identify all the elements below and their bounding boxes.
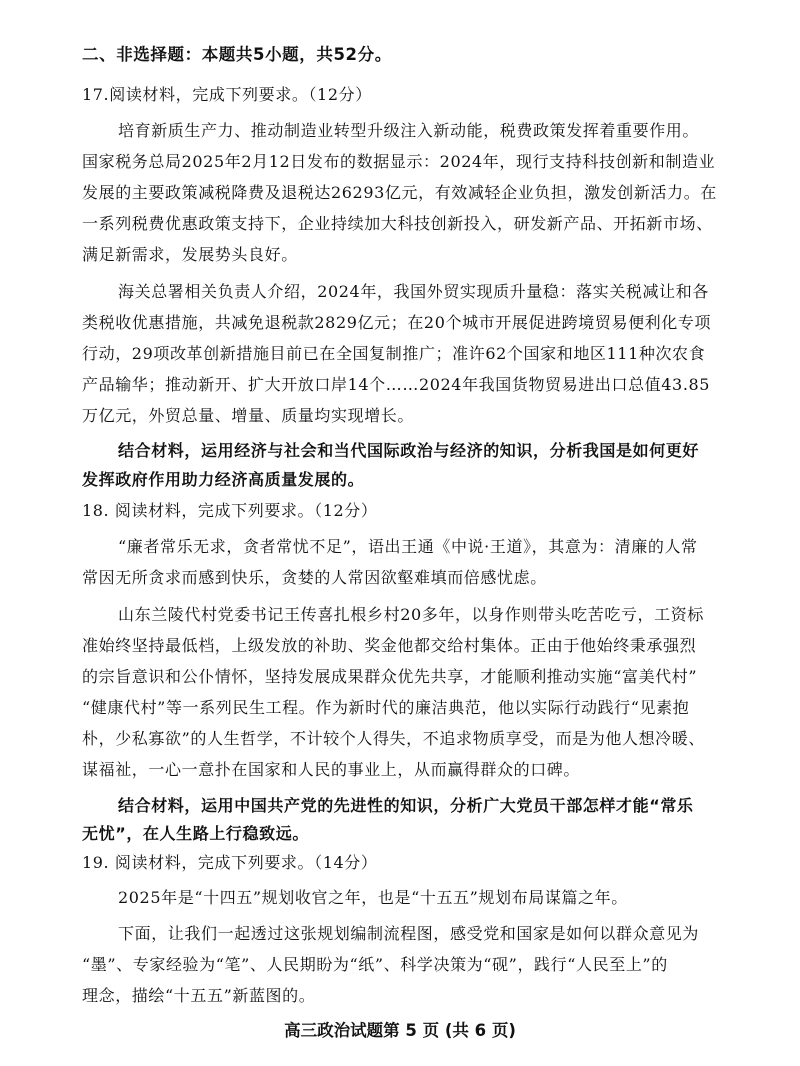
q17-line: 一系列税费优惠政策支持下，企业持续加大科技创新投入，研发新产品、开拓新市场、	[82, 214, 713, 233]
q17-line: 类税收优惠措施，共减免退税款2829亿元；在20个城市开展促进跨境贸易便利化专项	[82, 313, 712, 332]
q17-prompt-line: 发挥政府作用助力经济高质量发展的。	[82, 470, 365, 489]
q18-line: 山东兰陵代村党委书记王传喜扎根乡村20多年，以身作则带头吃苦吃亏，工资标	[118, 605, 704, 624]
q17-line: 培育新质生产力、推动制造业转型升级注入新动能，税费政策发挥着重要作用。	[118, 121, 700, 140]
q17-line: 国家税务总局2025年2月12日发布的数据显示：2024年，现行支持科技创新和制造业	[82, 152, 716, 171]
q18-line: “廉者常乐无求，贪者常忧不足”，语出王通《中说·王道》，其意为：清廉的人常	[118, 537, 698, 556]
section-heading: 二、非选择题：本题共5小题，共52分。	[82, 45, 392, 64]
page-footer: 高三政治试题第 5 页 (共 6 页)	[284, 1021, 516, 1040]
q17-line: 万亿元，外贸总量、增量、质量均实现增长。	[82, 406, 415, 425]
q18-line: 准始终坚持最低档，上级发放的补助、奖金他都交给村集体。正由于他始终秉承强烈	[82, 636, 697, 655]
q19-line: 下面，让我们一起透过这张规划编制流程图，感受党和国家是如何以群众意见为	[118, 924, 700, 943]
q18-line: 朴，少私寡欲”的人生哲学，不计较个人得失，不追求物质享受，而是为他人想冷暖、	[82, 729, 705, 748]
q17-title: 17.阅读材料，完成下列要求。（12分）	[82, 85, 372, 104]
q17-line: 海关总署相关负责人介绍，2024年，我国外贸实现质升量稳：落实关税减让和各	[118, 282, 709, 301]
q19-line: 理念，描绘“十五五”新蓝图的。	[82, 986, 316, 1005]
q18-line: “健康代村”等一系列民生工程。作为新时代的廉洁典范，他以实际行动践行“见素抱	[82, 698, 690, 717]
q19-line: “墨”、专家经验为“笔”、人民期盼为“纸”、科学决策为“砚”，践行“人民至上”的	[82, 955, 668, 974]
q18-line: 的宗旨意识和公仆情怀，坚持发展成果群众优先共享，才能顺利推动实施“富美代村”	[82, 667, 698, 686]
q17-line: 满足新需求，发展势头良好。	[82, 245, 298, 264]
q17-prompt-line: 结合材料，运用经济与社会和当代国际政治与经济的知识，分析我国是如何更好	[118, 441, 700, 460]
q19-line: 2025年是“十四五”规划收官之年，也是“十五五”规划布局谋篇之年。	[118, 888, 628, 907]
q17-line: 发展的主要政策减税降费及退税达26293亿元，有效减轻企业负担，激发创新活力。在	[82, 183, 717, 202]
q18-prompt-line: 无忧”，在人生路上行稳致远。	[82, 824, 309, 843]
q17-line: 产品输华；推动新开、扩大开放口岸14个……2024年我国货物贸易进出口总值43.85	[82, 375, 711, 394]
q17-line: 行动，29项改革创新措施目前已在全国复制推广；准许62个国家和地区111种次农食	[82, 344, 706, 363]
q19-title: 19. 阅读材料，完成下列要求。（14分）	[82, 853, 378, 872]
q18-prompt-line: 结合材料，运用中国共产党的先进性的知识，分析广大党员干部怎样才能“常乐	[118, 796, 694, 815]
q18-line: 常因无所贪求而感到快乐，贪婪的人常因欲壑难填而倍感忧虑。	[82, 568, 547, 587]
q18-title: 18. 阅读材料，完成下列要求。（12分）	[82, 501, 378, 520]
q18-line: 谋福祉，一心一意扑在国家和人民的事业上，从而赢得群众的口碑。	[82, 760, 581, 779]
